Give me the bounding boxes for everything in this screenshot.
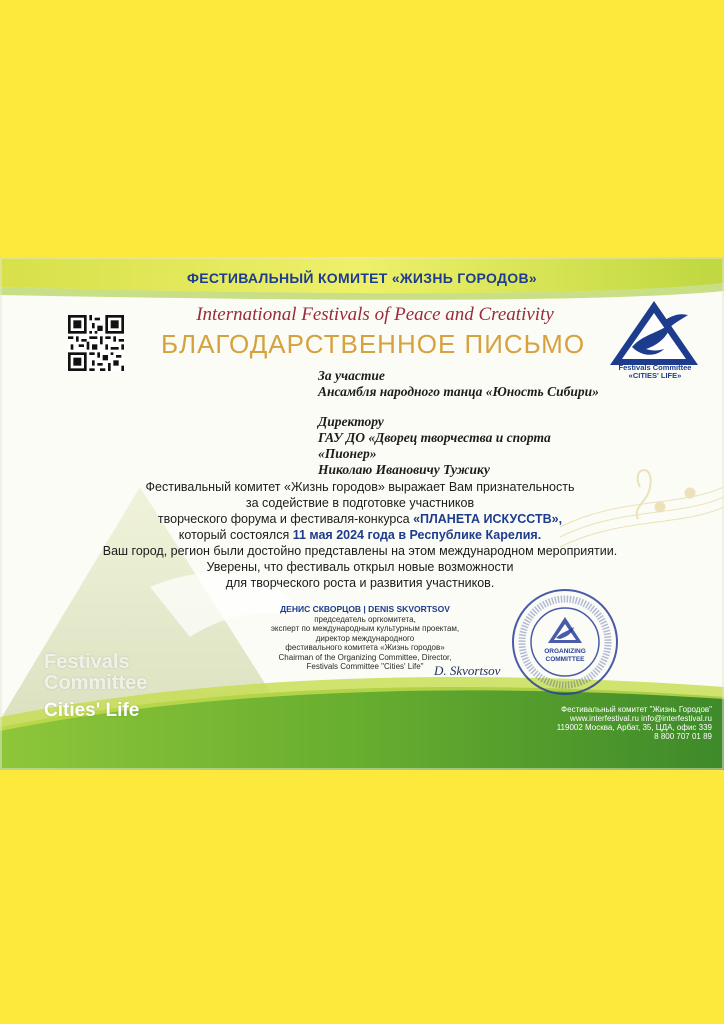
body-line: Уверены, что фестиваль открыл новые возможности	[206, 560, 514, 574]
recipient-block	[318, 368, 599, 478]
body-line	[60, 511, 660, 527]
body-line: для творческого роста и развития участников.	[225, 576, 495, 590]
recipient-line: Ансамбля народного танца «Юность Сибири»	[318, 384, 599, 399]
signer-title-line: председатель оргкомитета,	[314, 614, 416, 624]
body-line: Ваш город, регион были достойно представлены на этом международном мероприятии.	[102, 544, 618, 558]
signer-title-line: Chairman of the Organizing Committee, Director,	[278, 652, 452, 662]
recipient-line: Николаю Ивановичу Тужику	[318, 462, 490, 477]
stamp-label-1: ORGANIZING	[544, 648, 586, 655]
brand-watermark	[44, 652, 147, 721]
brand-line: Committee	[44, 672, 148, 694]
signer-title-line: директор международного	[315, 633, 415, 643]
footer-line: Фестивальный комитет "Жизнь Городов"	[561, 705, 712, 714]
brand-line: Cities' Life	[44, 700, 140, 721]
body-line	[60, 527, 660, 543]
recipient-line: Директору	[318, 414, 384, 429]
signer-title-line: Festivals Committee "Cities' Life"	[306, 662, 424, 671]
committee-title: ФЕСТИВАЛЬНЫЙ КОМИТЕТ «ЖИЗНЬ ГОРОДОВ»	[187, 270, 537, 286]
event-date-place: 11 мая 2024 года в Республике Карелия.	[292, 528, 542, 542]
qr-code	[68, 315, 124, 371]
signer-title-line: фестивального комитета «Жизнь городов»	[285, 643, 445, 652]
footer-line: 8 800 707 01 89	[654, 732, 712, 741]
body-text: творческого форума и фестиваля-конкурса	[157, 512, 414, 526]
footer-line: www.interfestival.ru info@interfestival.ru	[570, 714, 712, 723]
logo-caption	[600, 364, 710, 380]
festival-subtitle: International Festivals of Peace and Creativity	[196, 304, 554, 325]
festival-logo-icon	[608, 299, 700, 367]
footer-contacts	[512, 705, 712, 741]
logo-caption-line1: Festivals Committee	[618, 363, 692, 372]
signer-title-line: эксперт по международным культурным проектам,	[270, 624, 460, 633]
signature-block	[240, 605, 490, 672]
certificate	[0, 257, 724, 770]
recipient-line: За участие	[318, 368, 385, 383]
letter-body	[60, 479, 660, 591]
recipient-line: ГАУ ДО «Дворец творчества и спорта	[318, 430, 551, 445]
body-line: за содействие в подготовке участников	[245, 496, 475, 510]
organizing-committee-stamp	[510, 587, 620, 697]
signer-name: ДЕНИС СКВОРЦОВ | DENIS SKVORTSOV	[280, 604, 450, 614]
stamp-label-2: COMMITTEE	[545, 656, 585, 663]
footer-line: 119002 Москва, Арбат, 35, ЦДА, офис 339	[556, 723, 712, 732]
body-text: который состоялся	[178, 528, 293, 542]
festival-name: «ПЛАНЕТА ИСКУССТВ»,	[413, 512, 563, 526]
brand-line: Festivals	[44, 651, 130, 673]
body-line: Фестивальный комитет «Жизнь городов» выражает Вам признательность	[145, 480, 575, 494]
logo-caption-line2: «CITIES' LIFE»	[628, 371, 682, 380]
handwritten-signature: D. Skvortsov	[434, 663, 501, 678]
recipient-line: «Пионер»	[318, 446, 377, 461]
page-title: БЛАГОДАРСТВЕННОЕ ПИСЬМО	[160, 329, 586, 359]
